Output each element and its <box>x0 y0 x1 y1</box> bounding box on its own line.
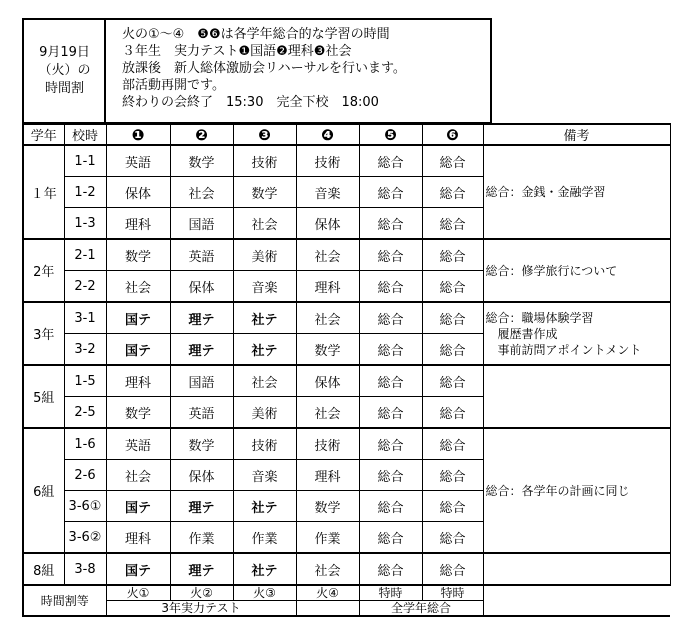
notice-line: 放課後 新人総体激励会リハーサルを行います。 <box>122 61 406 76</box>
subject-cell: 技術 <box>296 428 359 460</box>
class-cell: 1-3 <box>64 208 106 240</box>
footer-blank <box>296 601 359 617</box>
table-row <box>23 145 670 177</box>
notes-cell <box>483 553 670 585</box>
note-line: 事前訪問アポイントメント <box>485 342 642 357</box>
notes-cell <box>483 365 670 428</box>
subject-cell: 総合 <box>422 271 483 303</box>
subject-cell: 社会 <box>233 365 296 397</box>
subject-cell: 社会 <box>106 271 170 303</box>
subject-cell: 総合 <box>359 145 422 177</box>
date-line: （火）の <box>38 63 91 78</box>
footer-blank <box>483 601 670 617</box>
subject-cell: 音楽 <box>233 460 296 491</box>
subject-cell: 総合 <box>359 208 422 240</box>
class-cell: 3-6② <box>64 522 106 554</box>
subject-cell: 社会 <box>296 239 359 271</box>
subject-cell: 音楽 <box>296 177 359 208</box>
footer-period: 火③ <box>233 585 296 601</box>
subject-cell: 数学 <box>296 334 359 366</box>
subject-cell: 理テ <box>170 491 233 522</box>
header-period-1: ❶ <box>106 124 170 145</box>
subject-cell: 社テ <box>233 491 296 522</box>
subject-cell: 保体 <box>170 460 233 491</box>
subject-cell: 総合 <box>359 365 422 397</box>
subject-cell: 総合 <box>422 553 483 585</box>
subject-cell: 技術 <box>233 428 296 460</box>
subject-cell: 総合 <box>422 522 483 554</box>
class-cell: 1-1 <box>64 145 106 177</box>
grade-cell: 6組 <box>23 428 64 553</box>
class-cell: 1-2 <box>64 177 106 208</box>
subject-cell: 技術 <box>296 145 359 177</box>
subject-cell: 総合 <box>422 428 483 460</box>
subject-cell: 総合 <box>422 334 483 366</box>
subject-cell: 保体 <box>296 365 359 397</box>
table-row <box>23 302 670 334</box>
header-period-2: ❷ <box>170 124 233 145</box>
subject-cell: 国テ <box>106 491 170 522</box>
subject-cell: 美術 <box>233 239 296 271</box>
subject-cell: 英語 <box>106 145 170 177</box>
subject-cell: 総合 <box>359 522 422 554</box>
subject-cell: 理科 <box>106 208 170 240</box>
notes-cell <box>483 302 670 365</box>
subject-cell: 社会 <box>296 397 359 429</box>
subject-cell: 社会 <box>296 553 359 585</box>
class-cell: 3-8 <box>64 553 106 585</box>
grade-cell: 2年 <box>23 239 64 302</box>
footer-period: 火④ <box>296 585 359 601</box>
subject-cell: 総合 <box>359 397 422 429</box>
subject-cell: 理科 <box>106 365 170 397</box>
table-row <box>23 428 670 460</box>
note-line: 総合：金銭・金融学習 <box>485 185 606 199</box>
subject-cell: 社テ <box>233 553 296 585</box>
subject-cell: 保体 <box>296 208 359 240</box>
subject-cell: 総合 <box>422 460 483 491</box>
grade-cell: 5組 <box>23 365 64 428</box>
grade-cell: 3年 <box>23 302 64 365</box>
footer-span-test: 3年実力テスト <box>106 601 296 617</box>
note-line: 履歴書作成 <box>485 326 558 341</box>
class-cell: 2-2 <box>64 271 106 303</box>
footer-blank <box>483 585 670 601</box>
footer-row <box>23 585 670 601</box>
footer-span-sogo: 全学年総合 <box>359 601 483 617</box>
class-cell: 2-1 <box>64 239 106 271</box>
subject-cell: 作業 <box>170 522 233 554</box>
subject-cell: 総合 <box>422 177 483 208</box>
subject-cell: 総合 <box>359 239 422 271</box>
subject-cell: 総合 <box>359 302 422 334</box>
grade-cell: １年 <box>23 145 64 239</box>
subject-cell: 理科 <box>296 271 359 303</box>
subject-cell: 総合 <box>422 239 483 271</box>
date-line: 時間割 <box>44 81 84 96</box>
subject-cell: 社会 <box>233 208 296 240</box>
footer-period: 火① <box>106 585 170 601</box>
header-grade: 学年 <box>23 124 64 145</box>
class-cell: 2-6 <box>64 460 106 491</box>
subject-cell: 保体 <box>170 271 233 303</box>
grade-cell: 8組 <box>23 553 64 585</box>
note-line: 総合：職場体験学習 <box>485 310 594 325</box>
subject-cell: 総合 <box>422 397 483 429</box>
subject-cell: 技術 <box>233 145 296 177</box>
table-row <box>23 239 670 271</box>
header-period-6: ❻ <box>422 124 483 145</box>
subject-cell: 総合 <box>422 365 483 397</box>
class-cell: 3-2 <box>64 334 106 366</box>
notes-cell <box>483 239 670 302</box>
subject-cell: 数学 <box>106 397 170 429</box>
subject-cell: 数学 <box>233 177 296 208</box>
subject-cell: 社テ <box>233 302 296 334</box>
subject-cell: 理テ <box>170 553 233 585</box>
subject-cell: 総合 <box>422 302 483 334</box>
subject-cell: 社会 <box>296 302 359 334</box>
subject-cell: 数学 <box>296 491 359 522</box>
footer-row <box>23 601 670 617</box>
subject-cell: 国テ <box>106 302 170 334</box>
subject-cell: 理科 <box>106 522 170 554</box>
subject-cell: 国語 <box>170 365 233 397</box>
timetable <box>22 123 671 617</box>
subject-cell: 社テ <box>233 334 296 366</box>
date-line: 9月19日 <box>39 45 90 60</box>
date-box <box>22 18 106 124</box>
subject-cell: 理テ <box>170 334 233 366</box>
subject-cell: 数学 <box>106 239 170 271</box>
footer-period: 特時 <box>359 585 422 601</box>
class-cell: 3-6① <box>64 491 106 522</box>
notice-line: ３年生 実力テスト❶国語❷理科❸社会 <box>122 44 352 59</box>
subject-cell: 総合 <box>359 271 422 303</box>
subject-cell: 数学 <box>170 145 233 177</box>
header-notes: 備考 <box>483 124 670 145</box>
subject-cell: 英語 <box>106 428 170 460</box>
subject-cell: 国語 <box>170 208 233 240</box>
class-cell: 3-1 <box>64 302 106 334</box>
subject-cell: 美術 <box>233 397 296 429</box>
subject-cell: 社会 <box>170 177 233 208</box>
subject-cell: 理テ <box>170 302 233 334</box>
subject-cell: 国テ <box>106 553 170 585</box>
notes-cell <box>483 428 670 553</box>
header-period-4: ❹ <box>296 124 359 145</box>
notes-cell <box>483 145 670 239</box>
subject-cell: 総合 <box>359 460 422 491</box>
subject-cell: 数学 <box>170 428 233 460</box>
notice-box <box>104 18 492 124</box>
notice-line: 終わりの会終了 15:30 完全下校 18:00 <box>122 95 379 110</box>
subject-cell: 英語 <box>170 239 233 271</box>
header-period-5: ❺ <box>359 124 422 145</box>
notice-line: 火の①～④ ❺❻は各学年総合的な学習の時間 <box>122 27 390 42</box>
note-line: 総合：各学年の計画に同じ <box>485 483 630 498</box>
subject-cell: 総合 <box>359 553 422 585</box>
table-row <box>23 553 670 585</box>
footer-label: 時間割等 <box>23 585 106 616</box>
footer-period: 火② <box>170 585 233 601</box>
subject-cell: 作業 <box>233 522 296 554</box>
table-row <box>23 365 670 397</box>
subject-cell: 作業 <box>296 522 359 554</box>
class-cell: 1-6 <box>64 428 106 460</box>
note-line: 総合：修学旅行について <box>485 263 618 278</box>
subject-cell: 総合 <box>359 177 422 208</box>
subject-cell: 総合 <box>359 334 422 366</box>
subject-cell: 音楽 <box>233 271 296 303</box>
subject-cell: 理科 <box>296 460 359 491</box>
subject-cell: 総合 <box>359 428 422 460</box>
subject-cell: 国テ <box>106 334 170 366</box>
subject-cell: 総合 <box>359 491 422 522</box>
subject-cell: 英語 <box>170 397 233 429</box>
header-period-3: ❸ <box>233 124 296 145</box>
subject-cell: 社会 <box>106 460 170 491</box>
notice-line: 部活動再開です。 <box>122 78 225 93</box>
header-class: 校時 <box>64 124 106 145</box>
class-cell: 1-5 <box>64 365 106 397</box>
subject-cell: 総合 <box>422 491 483 522</box>
footer-period: 特時 <box>422 585 483 601</box>
subject-cell: 総合 <box>422 208 483 240</box>
class-cell: 2-5 <box>64 397 106 429</box>
subject-cell: 保体 <box>106 177 170 208</box>
header-row <box>23 124 670 145</box>
subject-cell: 総合 <box>422 145 483 177</box>
